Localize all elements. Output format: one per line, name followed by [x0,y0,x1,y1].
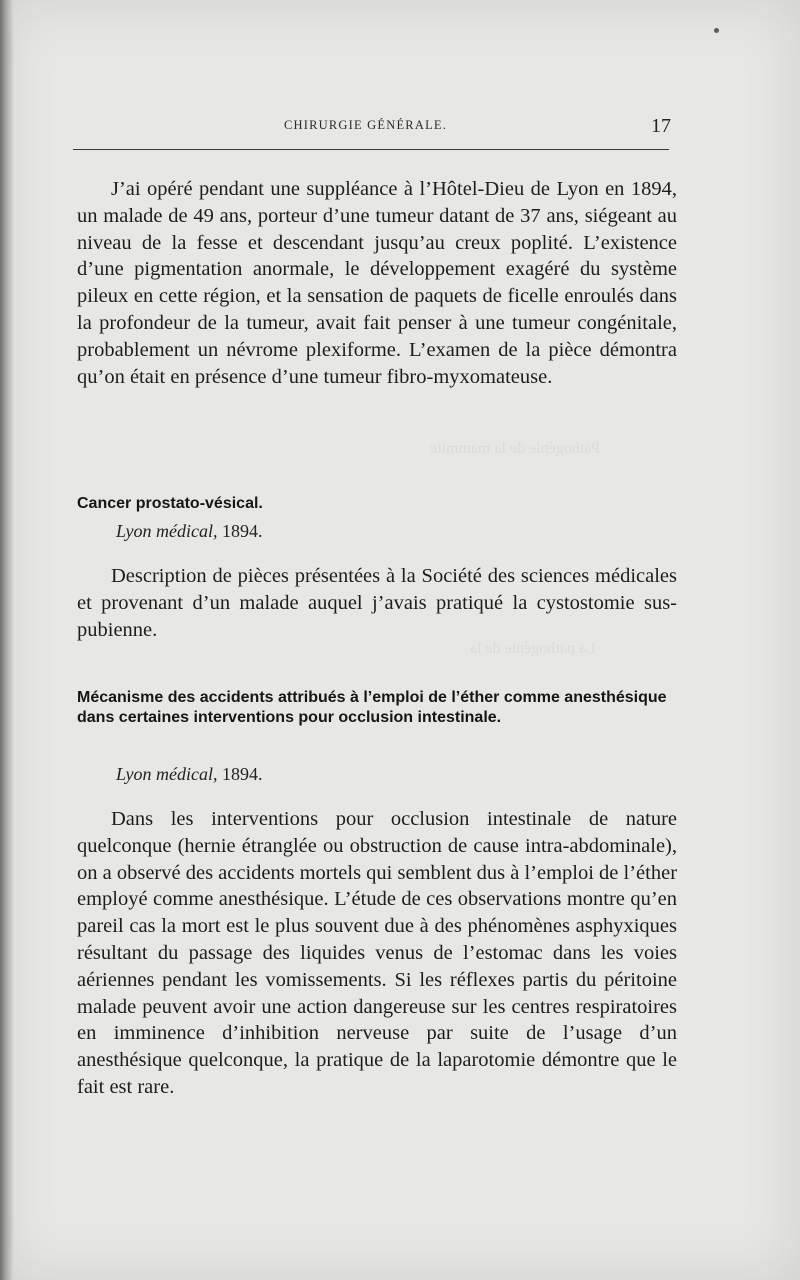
article-body: Description de pièces présentées à la Société des sciences médicales et provenant d’un malade auquel j’avais pratiqué la cystostomie sus-pubienne. [77,565,677,641]
article-title: Cancer prostato-vésical. [77,495,263,512]
show-through-text: La pathogénie de la [470,640,596,657]
show-through-text: Pathogénie de la mammite [430,440,601,457]
running-head [0,115,740,147]
article-body: Dans les interventions pour occlusion intestinale de nature quelconque (hernie étranglée ou obstruction de cause intra-abdominale), on a observé des accidents mortels qui semblent dus à l’emploi de l’éther employé comme anesthésique. L’étude de ces observations montre qu’en pareil cas la mort est le plus souvent due à des phénomènes asphyxiques résultant du passage des liquides venus de l’estomac dans les voies aériennes pendant les vomissements. Si les réflexes partis du péritoine malade peuvent avoir une action dangereuse sur les centres respiratoires en imminence d’inhibition nerveuse par suite de l’usage d’un anesthésique quelconque, la pratique de la laparotomie démontre que le fait est rare. [77,808,678,1098]
paper-speck [714,28,719,33]
running-head-title: CHIRURGIE GÉNÉRALE. [284,118,448,132]
article-source [116,521,262,542]
source-year: 1894. [221,764,263,784]
page-number: 17 [651,115,671,137]
source-journal: Lyon médical, [116,764,218,784]
header-rule [73,149,669,150]
article-title: Mécanisme des accidents attribués à l’emploi de l’éther comme anesthésique dans certaines interventions pour occlusion intestinale. [77,689,667,726]
source-year: 1894. [221,521,263,541]
source-journal: Lyon médical, [116,521,218,541]
binding-edge [0,0,14,1280]
article-source [116,764,262,785]
body-paragraph: J’ai opéré pendant une suppléance à l’Hôtel-Dieu de Lyon en 1894, un malade de 49 ans, porteur d’une tumeur datant de 37 ans, siégeant au niveau de la fesse et descendant jusqu’au creux poplité. L’existence d’une pigmentation anormale, le développement exagéré du système pileux en cette région, et la sensation de paquets de ficelle enroulés dans la profondeur de la tumeur, avait fait penser à une tumeur congénitale, probablement un névrome plexiforme. L’examen de la pièce démontra qu’on était en présence d’une tumeur fibro-myxomateuse. [77,178,677,388]
